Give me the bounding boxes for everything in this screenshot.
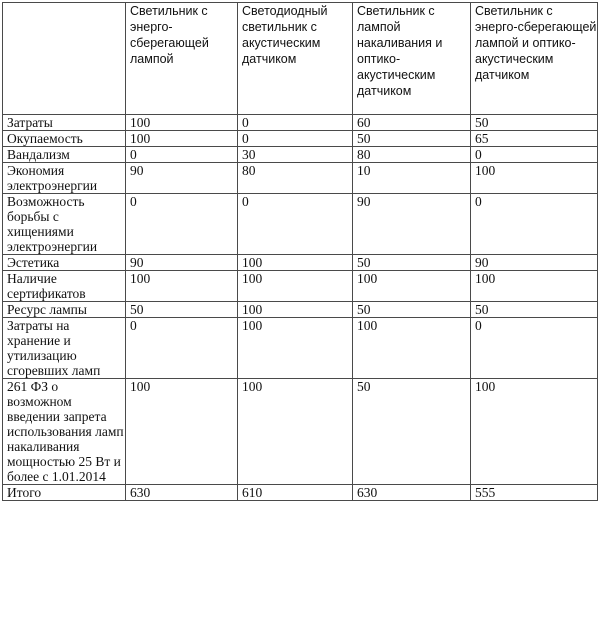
table-row <box>3 131 598 147</box>
value-cell: 0 <box>471 318 598 379</box>
value-cell: 50 <box>353 255 471 271</box>
row-label: Окупаемость <box>3 131 126 147</box>
value-cell: 100 <box>238 379 353 485</box>
value-cell: 50 <box>471 115 598 131</box>
header-label: Светильник с лампой накаливания и оптико-акустическим датчиком <box>357 4 443 98</box>
header-cell-empty <box>3 3 126 115</box>
value-cell: 100 <box>126 271 238 302</box>
comparison-table <box>2 2 598 501</box>
header-cell-energy-saving-optoacoustic <box>471 3 598 115</box>
value-cell: 80 <box>353 147 471 163</box>
row-label: Наличие сертификатов <box>3 271 126 302</box>
value-cell: 100 <box>353 271 471 302</box>
header-cell-energy-saving-lamp <box>126 3 238 115</box>
value-cell: 100 <box>238 318 353 379</box>
value-cell: 50 <box>471 302 598 318</box>
table-row <box>3 318 598 379</box>
value-cell: 0 <box>126 194 238 255</box>
row-label: Итого <box>3 485 126 501</box>
value-cell: 0 <box>126 318 238 379</box>
row-label: 261 ФЗ о возможном введении запрета использования ламп накаливания мощностью 25 Вт и более с 1.01.2014 <box>3 379 126 485</box>
value-cell: 100 <box>471 163 598 194</box>
table-row <box>3 194 598 255</box>
value-cell: 100 <box>126 379 238 485</box>
value-cell: 100 <box>238 271 353 302</box>
table-row <box>3 115 598 131</box>
value-cell: 630 <box>126 485 238 501</box>
value-cell: 50 <box>353 131 471 147</box>
value-cell: 100 <box>353 318 471 379</box>
value-cell: 630 <box>353 485 471 501</box>
row-label: Ресурс лампы <box>3 302 126 318</box>
row-label: Экономия электроэнергии <box>3 163 126 194</box>
value-cell: 30 <box>238 147 353 163</box>
value-cell: 60 <box>353 115 471 131</box>
value-cell: 0 <box>126 147 238 163</box>
value-cell: 10 <box>353 163 471 194</box>
value-cell: 100 <box>126 115 238 131</box>
row-label: Вандализм <box>3 147 126 163</box>
row-label: Возможность борьбы с хищениями электроэнергии <box>3 194 126 255</box>
row-label: Эстетика <box>3 255 126 271</box>
value-cell: 0 <box>238 194 353 255</box>
table-body <box>3 115 598 501</box>
value-cell: 555 <box>471 485 598 501</box>
table-row <box>3 163 598 194</box>
value-cell: 100 <box>471 271 598 302</box>
value-cell: 100 <box>238 255 353 271</box>
value-cell: 50 <box>353 302 471 318</box>
value-cell: 65 <box>471 131 598 147</box>
header-label: Светильник с энерго-сберегающей лампой <box>130 4 209 66</box>
table-row <box>3 302 598 318</box>
value-cell: 90 <box>353 194 471 255</box>
table-row <box>3 255 598 271</box>
table-row <box>3 147 598 163</box>
row-label: Затраты <box>3 115 126 131</box>
table-row <box>3 271 598 302</box>
value-cell: 90 <box>126 255 238 271</box>
value-cell: 50 <box>353 379 471 485</box>
table-row <box>3 485 598 501</box>
value-cell: 0 <box>238 115 353 131</box>
row-label: Затраты на хранение и утилизацию сгоревших ламп <box>3 318 126 379</box>
value-cell: 0 <box>471 147 598 163</box>
value-cell: 100 <box>126 131 238 147</box>
value-cell: 610 <box>238 485 353 501</box>
value-cell: 90 <box>126 163 238 194</box>
value-cell: 0 <box>238 131 353 147</box>
header-label: Светодиодный светильник с акустическим датчиком <box>242 4 328 66</box>
header-cell-incandescent-optoacoustic <box>353 3 471 115</box>
value-cell: 50 <box>126 302 238 318</box>
value-cell: 100 <box>471 379 598 485</box>
value-cell: 90 <box>471 255 598 271</box>
value-cell: 100 <box>238 302 353 318</box>
table-row <box>3 379 598 485</box>
header-label: Светильник с энерго-сберегающей лампой и оптико-акустическим датчиком <box>475 4 597 82</box>
value-cell: 80 <box>238 163 353 194</box>
value-cell: 0 <box>471 194 598 255</box>
header-row <box>3 3 598 115</box>
header-cell-led-acoustic <box>238 3 353 115</box>
